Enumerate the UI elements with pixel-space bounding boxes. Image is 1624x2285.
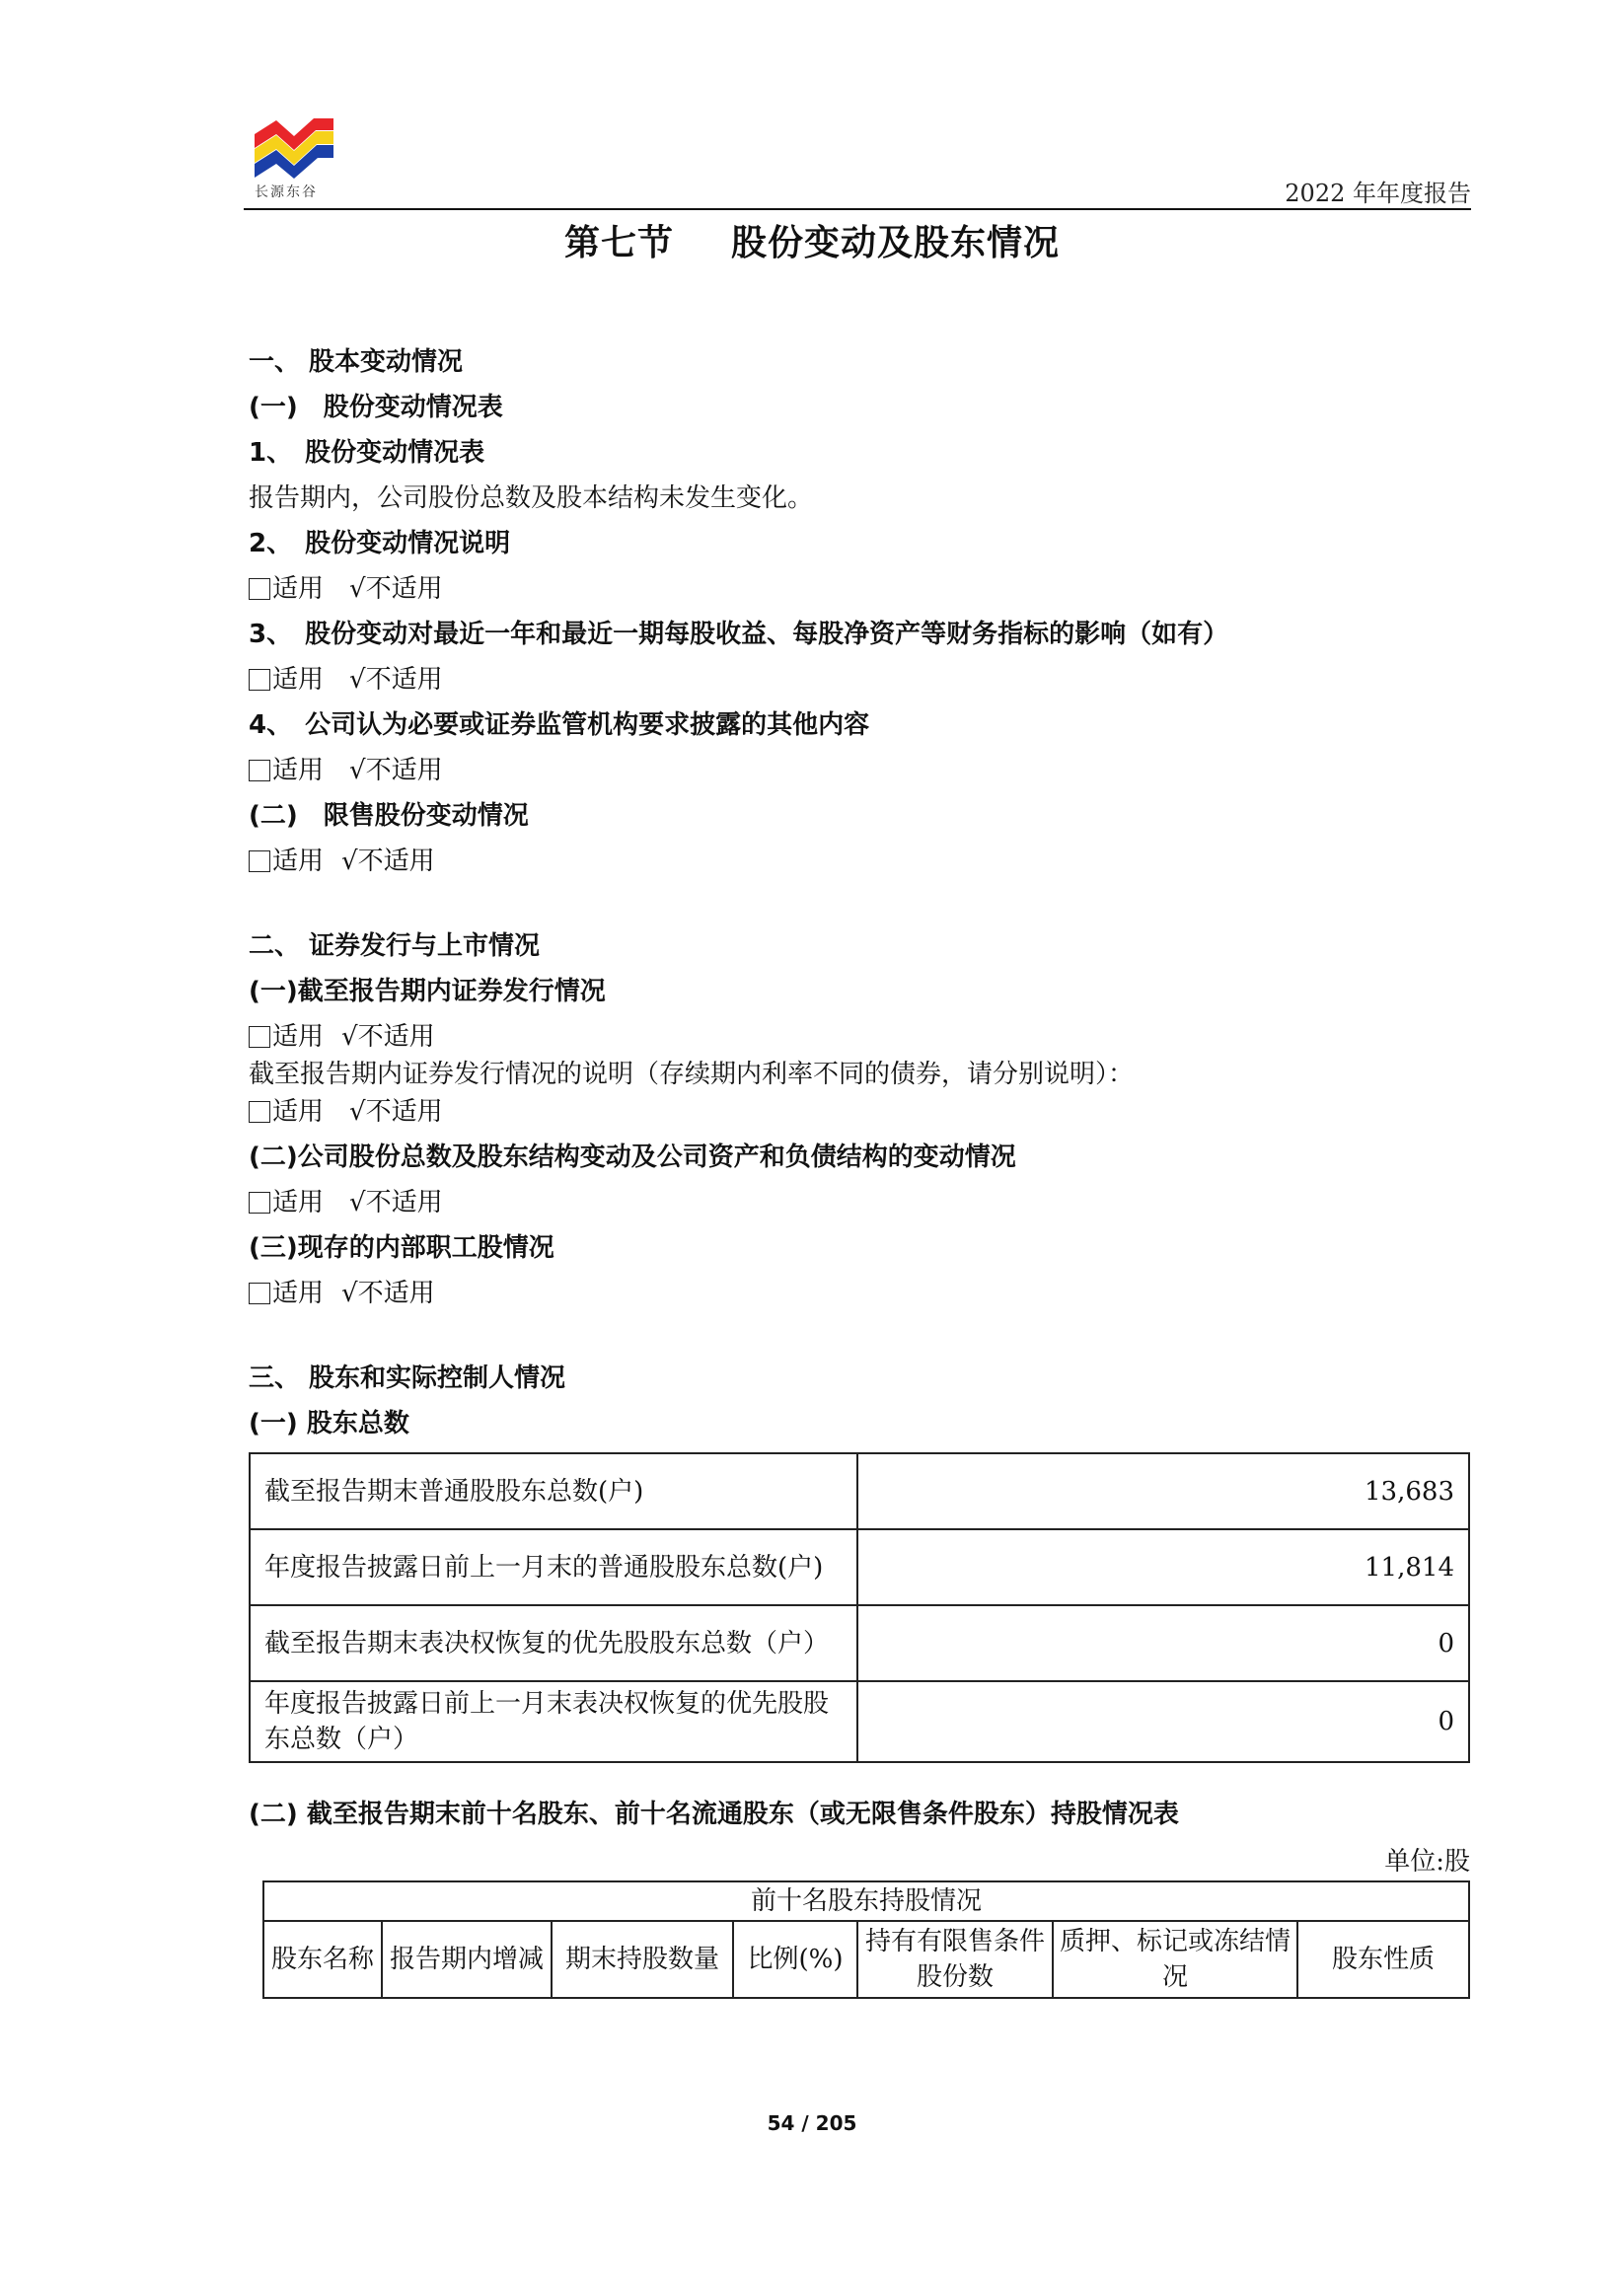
column-header: 股东性质 (1297, 1921, 1469, 1998)
option-row: 适用 √不适用 (249, 1182, 443, 1218)
header-rule (244, 208, 1471, 210)
logo-text: 长源东谷 (255, 184, 318, 200)
part1-sub1: (一) 股份变动情况表 (249, 393, 503, 422)
checkbox-icon (249, 850, 270, 872)
option-row: 适用 √不适用 (249, 1016, 435, 1053)
part2-sub3: (三)现存的内部职工股情况 (249, 1233, 554, 1263)
checkbox-icon (249, 1283, 270, 1304)
part3-sub1: (一) 股东总数 (249, 1409, 409, 1438)
item2-heading: 2、 股份变动情况说明 (249, 529, 511, 558)
section-number: 第七节 (563, 223, 674, 263)
row-value: 11,814 (857, 1529, 1469, 1605)
unit-label: 单位:股 (1384, 1847, 1470, 1877)
section-name: 股份变动及股东情况 (731, 223, 1061, 263)
table-row (250, 1529, 1469, 1605)
checkbox-icon (249, 669, 270, 691)
checkbox-icon (249, 578, 270, 600)
row-label: 截至报告期末表决权恢复的优先股股东总数（户） (250, 1605, 857, 1681)
logo-mark-icon (255, 116, 335, 180)
option-row: 适用 √不适用 (249, 841, 435, 877)
part2-sub2: (二)公司股份总数及股东结构变动及公司资产和负债结构的变动情况 (249, 1142, 1016, 1172)
section-title (0, 215, 1624, 265)
column-header: 报告期内增减 (382, 1921, 552, 1998)
option-row: 适用 √不适用 (249, 1273, 435, 1309)
checkbox-icon (249, 760, 270, 781)
checkbox-icon (249, 1192, 270, 1214)
column-header: 比例(%) (733, 1921, 857, 1998)
report-year: 2022 年年度报告 (1285, 180, 1471, 207)
part2-sub1-note: 截至报告期内证券发行情况的说明（存续期内利率不同的债券，请分别说明）： (249, 1060, 1135, 1089)
part2-sub1: (一)截至报告期内证券发行情况 (249, 977, 606, 1006)
row-value: 0 (857, 1605, 1469, 1681)
checkbox-icon (249, 1026, 270, 1048)
column-header: 股东名称 (263, 1921, 382, 1998)
row-label: 截至报告期末普通股股东总数(户) (250, 1453, 857, 1529)
table-caption: 前十名股东持股情况 (263, 1881, 1469, 1921)
top10-shareholders-table (262, 1880, 1470, 1999)
part1-heading: 一、 股本变动情况 (249, 347, 464, 377)
part2-heading: 二、 证券发行与上市情况 (249, 931, 541, 961)
row-label: 年度报告披露日前上一月末表决权恢复的优先股股东总数（户） (250, 1681, 857, 1762)
row-value: 13,683 (857, 1453, 1469, 1529)
item4-heading: 4、 公司认为必要或证券监管机构要求披露的其他内容 (249, 710, 870, 740)
option-row: 适用 √不适用 (249, 1091, 443, 1128)
table-row (250, 1605, 1469, 1681)
option-row: 适用 √不适用 (249, 750, 443, 786)
row-label: 年度报告披露日前上一月末的普通股股东总数(户) (250, 1529, 857, 1605)
shareholder-count-table (249, 1452, 1470, 1763)
company-logo (255, 116, 335, 199)
part3-sub2: (二) 截至报告期末前十名股东、前十名流通股东（或无限售条件股东）持股情况表 (249, 1800, 1179, 1829)
table-row (250, 1453, 1469, 1529)
item3-heading: 3、 股份变动对最近一年和最近一期每股收益、每股净资产等财务指标的影响（如有） (249, 620, 1229, 649)
part3-heading: 三、 股东和实际控制人情况 (249, 1364, 566, 1393)
part1-sub2: (二) 限售股份变动情况 (249, 801, 529, 831)
item1-heading: 1、 股份变动情况表 (249, 438, 485, 468)
column-header: 质押、标记或冻结情况 (1053, 1921, 1297, 1998)
page-number: 54 / 205 (767, 2111, 857, 2135)
table-header-row (263, 1921, 1469, 1998)
table-caption-row (263, 1881, 1469, 1921)
option-row: 适用 √不适用 (249, 568, 443, 605)
table-row (250, 1681, 1469, 1762)
option-row: 适用 √不适用 (249, 659, 443, 696)
row-value: 0 (857, 1681, 1469, 1762)
checkbox-icon (249, 1101, 270, 1123)
column-header: 期末持股数量 (552, 1921, 733, 1998)
item1-text: 报告期内，公司股份总数及股本结构未发生变化。 (249, 483, 814, 513)
column-header: 持有有限售条件股份数 (857, 1921, 1053, 1998)
